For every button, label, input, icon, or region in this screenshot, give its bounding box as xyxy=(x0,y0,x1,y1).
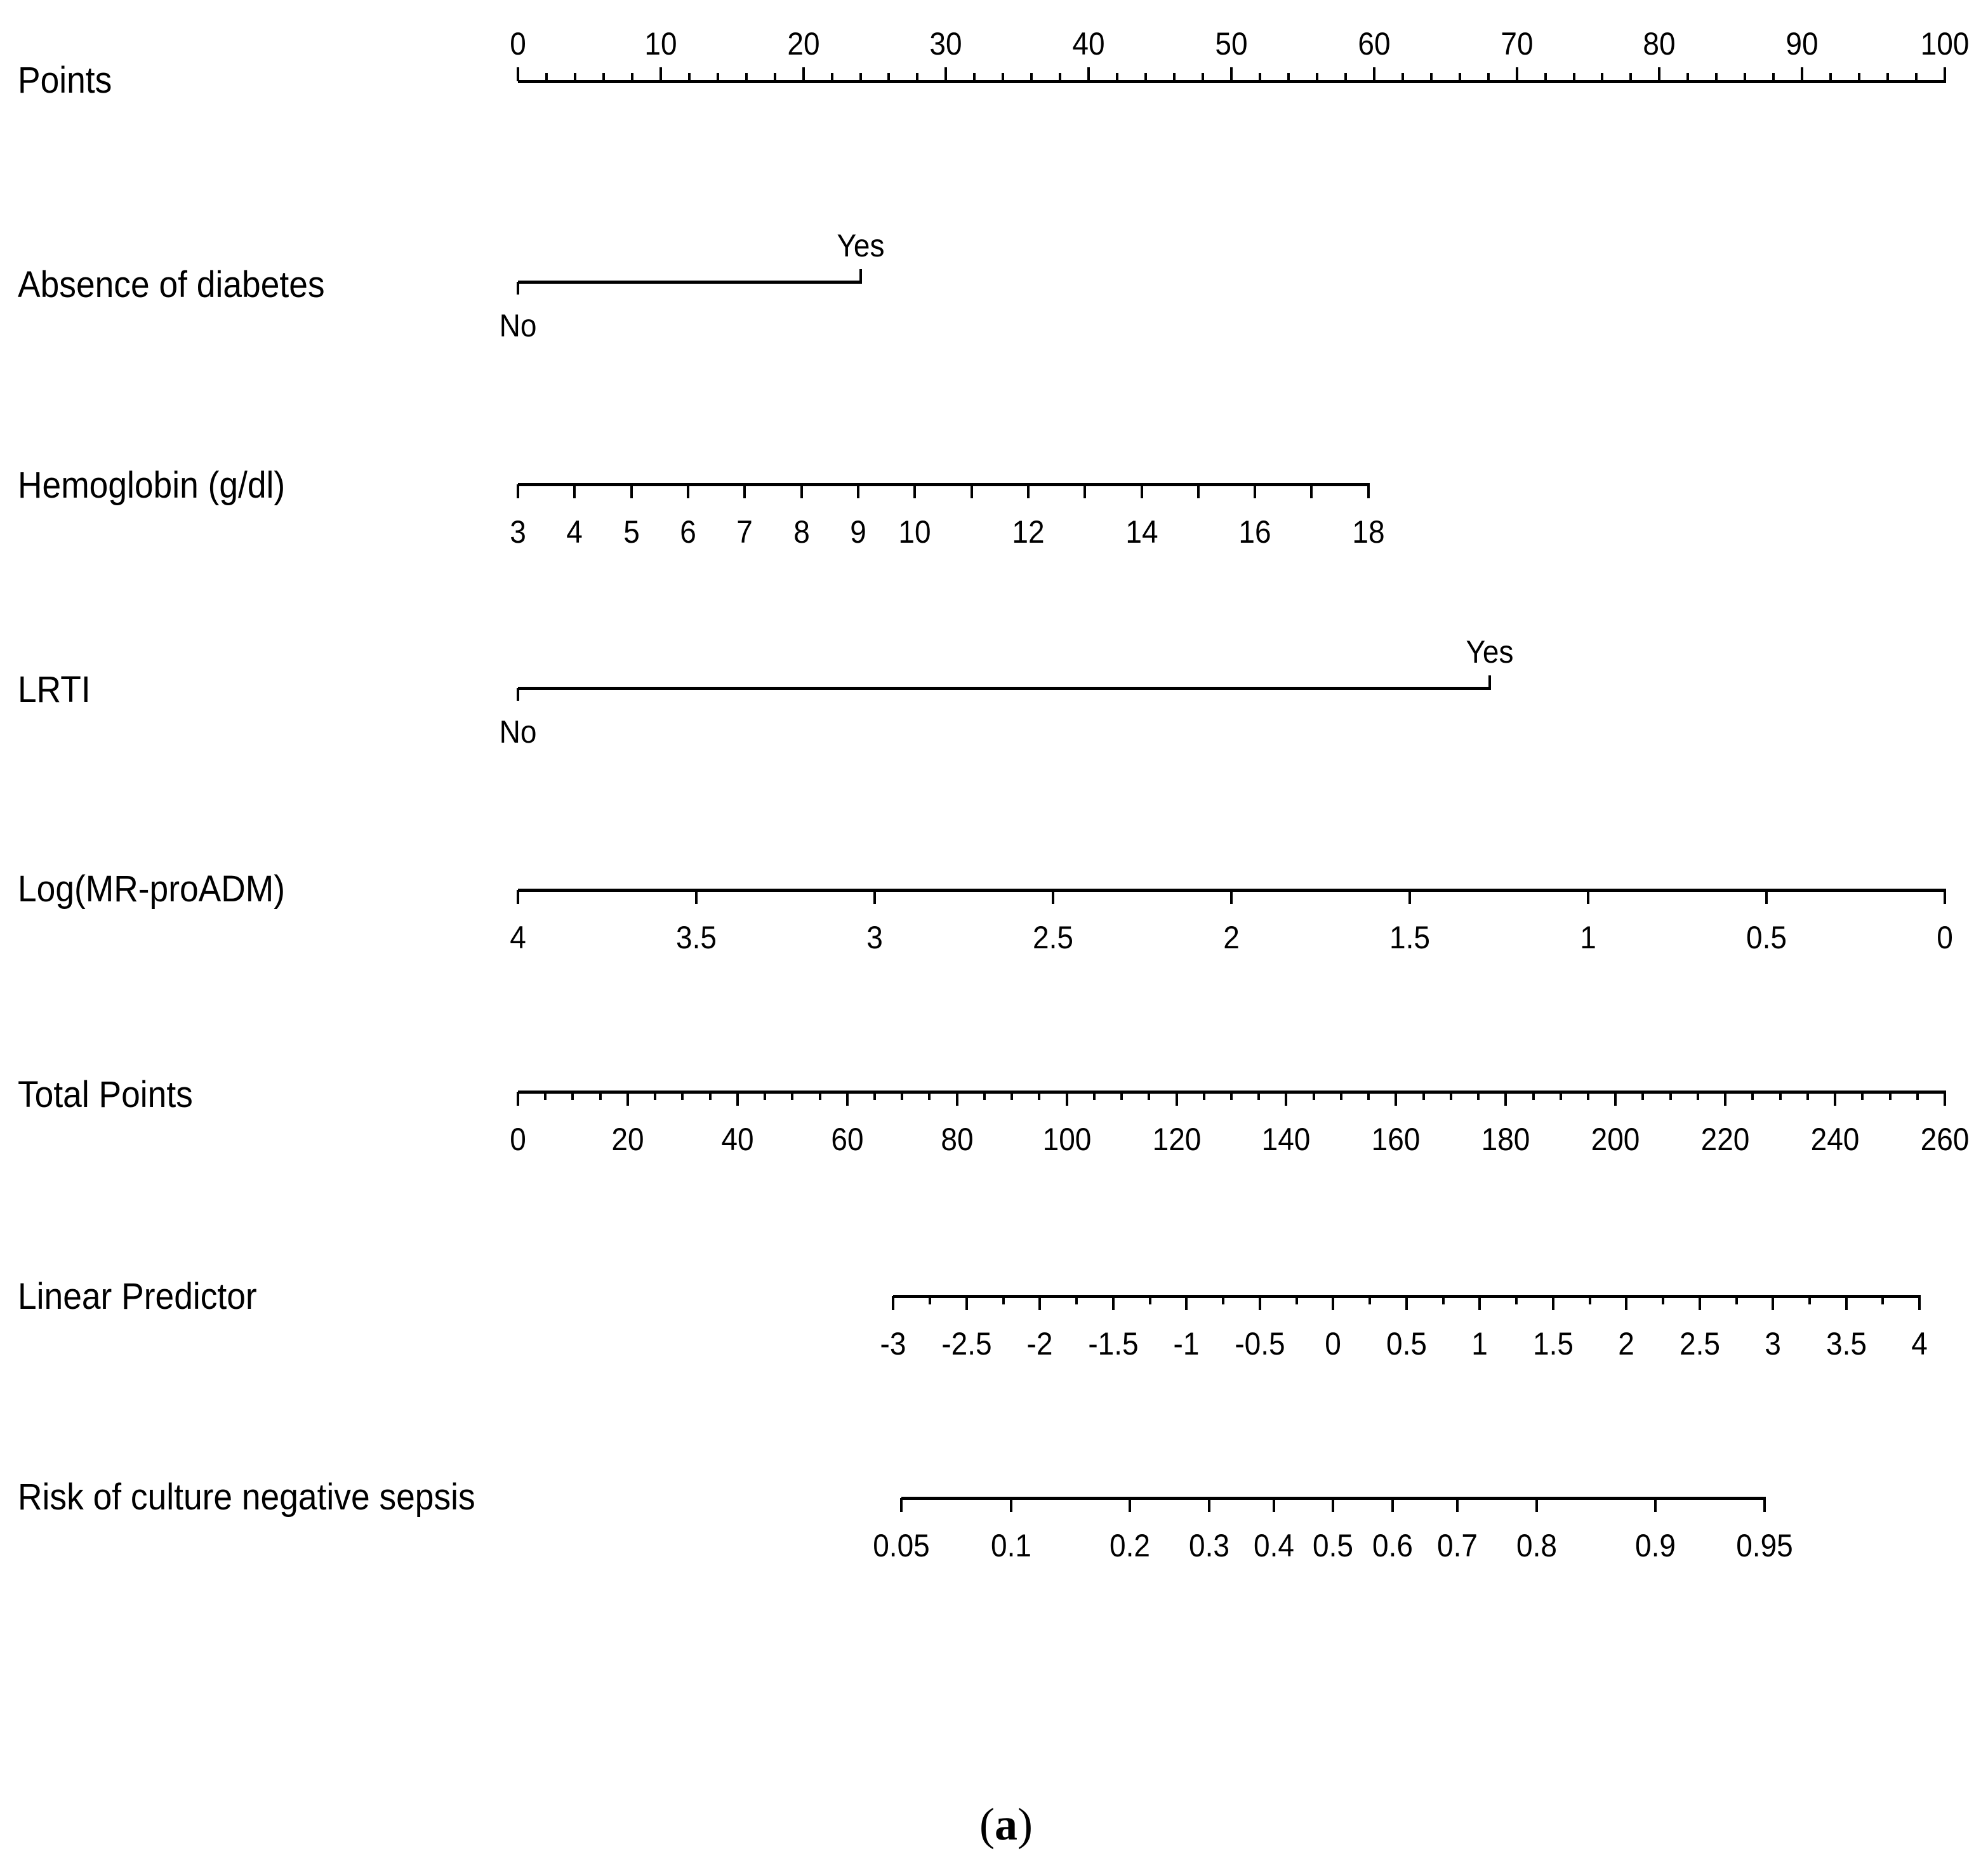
variable-tick-label: 2 xyxy=(1223,920,1240,955)
total-points-minor-tick xyxy=(1751,1092,1754,1100)
linear-predictor-tick-label: 3.5 xyxy=(1826,1326,1867,1362)
variable-tick-label: 3.5 xyxy=(676,920,717,955)
total-points-tick-label: 220 xyxy=(1700,1122,1750,1157)
variable-tick xyxy=(1027,484,1030,498)
points-minor-tick xyxy=(1915,73,1918,81)
total-points-tick-label: 60 xyxy=(831,1122,864,1157)
row-label-lrti: LRTI xyxy=(18,669,91,710)
risk-tick xyxy=(1332,1498,1334,1512)
total-points-tick-label: 120 xyxy=(1152,1122,1201,1157)
total-points-major-tick xyxy=(1614,1092,1617,1106)
points-minor-tick xyxy=(1858,73,1860,81)
points-minor-tick xyxy=(1144,73,1147,81)
points-major-tick xyxy=(517,67,519,81)
row-label-log-mr-proadm: Log(MR-proADM) xyxy=(18,868,286,910)
total-points-major-tick xyxy=(1834,1092,1836,1106)
total-points-major-tick xyxy=(1176,1092,1178,1106)
variable-tick xyxy=(913,484,916,498)
points-major-tick xyxy=(802,67,805,81)
total-points-major-tick xyxy=(736,1092,739,1106)
linear-predictor-minor-tick xyxy=(1881,1296,1884,1304)
linear-predictor-major-tick xyxy=(1772,1296,1774,1310)
variable-tick-label: 4 xyxy=(566,514,583,550)
points-minor-tick xyxy=(774,73,776,81)
total-points-minor-tick xyxy=(1477,1092,1480,1100)
linear-predictor-tick-label: 0 xyxy=(1325,1326,1342,1362)
linear-predictor-minor-tick xyxy=(1735,1296,1738,1304)
total-points-minor-tick xyxy=(1916,1092,1919,1100)
total-points-major-tick xyxy=(1066,1092,1068,1106)
total-points-major-tick xyxy=(1944,1092,1946,1106)
variable-tick xyxy=(687,484,689,498)
total-points-minor-tick xyxy=(1093,1092,1096,1100)
total-points-tick-label: 20 xyxy=(611,1122,644,1157)
points-minor-tick xyxy=(1715,73,1718,81)
points-minor-tick xyxy=(1744,73,1746,81)
linear-predictor-tick-label: 1 xyxy=(1471,1326,1488,1362)
points-minor-tick xyxy=(1573,73,1575,81)
risk-tick-label: 0.95 xyxy=(1736,1528,1794,1563)
category-tick xyxy=(517,282,519,295)
total-points-tick-label: 0 xyxy=(510,1122,526,1157)
total-points-minor-tick xyxy=(1532,1092,1535,1100)
total-points-major-tick xyxy=(956,1092,958,1106)
points-minor-tick xyxy=(1344,73,1347,81)
linear-predictor-major-tick xyxy=(1405,1296,1408,1310)
risk-tick-label: 0.9 xyxy=(1634,1528,1676,1563)
total-points-major-tick xyxy=(846,1092,849,1106)
variable-tick xyxy=(873,890,876,904)
variable-tick-label: 14 xyxy=(1125,514,1158,550)
linear-predictor-tick-label: 0.5 xyxy=(1386,1326,1427,1362)
risk-tick-label: 0.1 xyxy=(990,1528,1031,1563)
variable-tick-label: 1.5 xyxy=(1389,920,1430,955)
points-major-tick xyxy=(1801,67,1803,81)
points-minor-tick xyxy=(887,73,890,81)
total-points-minor-tick xyxy=(1422,1092,1425,1100)
total-points-minor-tick xyxy=(654,1092,656,1100)
linear-predictor-major-tick xyxy=(965,1296,968,1310)
points-tick-label: 100 xyxy=(1920,26,1970,62)
row-label-total-points: Total Points xyxy=(18,1074,193,1115)
total-points-tick-label: 140 xyxy=(1262,1122,1311,1157)
variable-tick-label: 0 xyxy=(1937,920,1953,955)
variable-tick xyxy=(1765,890,1768,904)
linear-predictor-tick-label: 2.5 xyxy=(1679,1326,1720,1362)
risk-tick xyxy=(1535,1498,1538,1512)
variable-tick-label: 18 xyxy=(1352,514,1385,550)
linear-predictor-major-tick xyxy=(1038,1296,1041,1310)
variable-tick xyxy=(1367,484,1370,498)
variable-tick xyxy=(695,890,698,904)
total-points-minor-tick xyxy=(1450,1092,1452,1100)
variable-tick xyxy=(1230,890,1233,904)
category-label-yes: Yes xyxy=(836,228,885,263)
linear-predictor-major-tick xyxy=(1478,1296,1481,1310)
category-tick xyxy=(517,688,519,701)
linear-predictor-minor-tick xyxy=(1442,1296,1445,1304)
points-minor-tick xyxy=(602,73,605,81)
total-points-minor-tick xyxy=(709,1092,712,1100)
row-label-linear-predictor: Linear Predictor xyxy=(18,1276,257,1317)
risk-tick xyxy=(1129,1498,1131,1512)
linear-predictor-tick-label: -3 xyxy=(880,1326,906,1362)
total-points-minor-tick xyxy=(983,1092,986,1100)
variable-tick xyxy=(971,484,973,498)
total-points-tick-label: 180 xyxy=(1481,1122,1530,1157)
points-tick-label: 90 xyxy=(1786,26,1819,62)
points-minor-tick xyxy=(1202,73,1204,81)
points-minor-tick xyxy=(1629,73,1632,81)
linear-predictor-tick-label: -1 xyxy=(1173,1326,1200,1362)
variable-tick-label: 4 xyxy=(510,920,526,955)
category-label-no: No xyxy=(499,308,537,343)
points-minor-tick xyxy=(1430,73,1433,81)
risk-tick-label: 0.6 xyxy=(1372,1528,1413,1563)
linear-predictor-major-tick xyxy=(1699,1296,1701,1310)
total-points-minor-tick xyxy=(1120,1092,1123,1100)
points-minor-tick xyxy=(1059,73,1061,81)
variable-tick-label: 12 xyxy=(1012,514,1045,550)
variable-tick xyxy=(1254,484,1256,498)
points-minor-tick xyxy=(859,73,862,81)
linear-predictor-minor-tick xyxy=(1808,1296,1811,1304)
points-minor-tick xyxy=(1402,73,1404,81)
total-points-minor-tick xyxy=(1861,1092,1864,1100)
total-points-minor-tick xyxy=(928,1092,931,1100)
linear-predictor-minor-tick xyxy=(1222,1296,1224,1304)
points-tick-label: 30 xyxy=(929,26,962,62)
category-tick xyxy=(1488,675,1491,688)
risk-tick xyxy=(1010,1498,1012,1512)
total-points-minor-tick xyxy=(1230,1092,1233,1100)
linear-predictor-tick-label: 4 xyxy=(1911,1326,1928,1362)
linear-predictor-minor-tick xyxy=(1075,1296,1078,1304)
variable-tick xyxy=(630,484,633,498)
points-minor-tick xyxy=(1544,73,1547,81)
points-tick-label: 0 xyxy=(510,26,526,62)
total-points-minor-tick xyxy=(1313,1092,1315,1100)
points-minor-tick xyxy=(1487,73,1490,81)
total-points-minor-tick xyxy=(873,1092,876,1100)
linear-predictor-major-tick xyxy=(1552,1296,1554,1310)
total-points-minor-tick xyxy=(1038,1092,1040,1100)
points-minor-tick xyxy=(1116,73,1118,81)
risk-tick-label: 0.8 xyxy=(1516,1528,1557,1563)
points-major-tick xyxy=(1658,67,1660,81)
total-points-tick-label: 100 xyxy=(1042,1122,1091,1157)
variable-tick-label: 5 xyxy=(623,514,640,550)
risk-tick xyxy=(1273,1498,1275,1512)
variable-tick xyxy=(1083,484,1086,498)
linear-predictor-tick-label: 2 xyxy=(1618,1326,1635,1362)
total-points-major-tick xyxy=(1724,1092,1726,1106)
linear-predictor-major-tick xyxy=(1625,1296,1627,1310)
total-points-minor-tick xyxy=(901,1092,903,1100)
points-minor-tick xyxy=(1002,73,1004,81)
variable-tick-label: 0.5 xyxy=(1746,920,1787,955)
points-minor-tick xyxy=(973,73,976,81)
risk-tick-label: 0.05 xyxy=(873,1528,930,1563)
total-points-major-tick xyxy=(1504,1092,1507,1106)
total-points-minor-tick xyxy=(681,1092,684,1100)
total-points-minor-tick xyxy=(1011,1092,1013,1100)
points-minor-tick xyxy=(745,73,748,81)
total-points-minor-tick xyxy=(544,1092,547,1100)
linear-predictor-minor-tick xyxy=(1515,1296,1518,1304)
linear-predictor-minor-tick xyxy=(929,1296,931,1304)
points-minor-tick xyxy=(1459,73,1461,81)
points-tick-label: 20 xyxy=(787,26,820,62)
points-minor-tick xyxy=(688,73,691,81)
linear-predictor-minor-tick xyxy=(1002,1296,1005,1304)
risk-tick xyxy=(900,1498,903,1512)
linear-predictor-major-tick xyxy=(1112,1296,1115,1310)
variable-tick-label: 3 xyxy=(866,920,883,955)
points-major-tick xyxy=(1230,67,1233,81)
variable-tick xyxy=(1587,890,1589,904)
linear-predictor-minor-tick xyxy=(1662,1296,1664,1304)
total-points-minor-tick xyxy=(1889,1092,1892,1100)
variable-tick-label: 10 xyxy=(898,514,931,550)
points-minor-tick xyxy=(1886,73,1889,81)
points-minor-tick xyxy=(916,73,918,81)
variable-tick xyxy=(743,484,746,498)
variable-tick xyxy=(573,484,576,498)
points-minor-tick xyxy=(1686,73,1689,81)
points-minor-tick xyxy=(1829,73,1832,81)
points-minor-tick xyxy=(1772,73,1775,81)
total-points-minor-tick xyxy=(791,1092,793,1100)
row-label-points: Points xyxy=(18,60,112,101)
points-major-tick xyxy=(1087,67,1090,81)
total-points-minor-tick xyxy=(1367,1092,1370,1100)
variable-tick xyxy=(517,484,519,498)
total-points-minor-tick xyxy=(1697,1092,1699,1100)
total-points-major-tick xyxy=(1395,1092,1397,1106)
category-tick xyxy=(859,269,862,282)
variable-tick xyxy=(800,484,803,498)
points-major-tick xyxy=(1944,67,1946,81)
risk-tick-label: 0.2 xyxy=(1110,1528,1151,1563)
linear-predictor-tick-label: -0.5 xyxy=(1235,1326,1285,1362)
total-points-tick-label: 160 xyxy=(1371,1122,1421,1157)
linear-predictor-minor-tick xyxy=(1589,1296,1591,1304)
points-major-tick xyxy=(1516,67,1518,81)
total-points-major-tick xyxy=(1285,1092,1287,1106)
total-points-minor-tick xyxy=(1340,1092,1342,1100)
total-points-minor-tick xyxy=(1587,1092,1589,1100)
variable-tick xyxy=(1052,890,1054,904)
variable-tick-label: 1 xyxy=(1580,920,1596,955)
variable-tick-label: 9 xyxy=(850,514,866,550)
total-points-tick-label: 200 xyxy=(1591,1122,1640,1157)
risk-tick-label: 0.7 xyxy=(1437,1528,1478,1563)
variable-tick xyxy=(517,890,519,904)
points-tick-label: 60 xyxy=(1358,26,1391,62)
row-label-absence-of-diabetes: Absence of diabetes xyxy=(18,264,325,305)
total-points-minor-tick xyxy=(1779,1092,1782,1100)
points-tick-label: 50 xyxy=(1215,26,1248,62)
points-major-tick xyxy=(944,67,947,81)
total-points-minor-tick xyxy=(764,1092,766,1100)
points-minor-tick xyxy=(717,73,719,81)
variable-tick-label: 8 xyxy=(793,514,810,550)
linear-predictor-tick-label: -1.5 xyxy=(1088,1326,1139,1362)
variable-tick xyxy=(1197,484,1200,498)
variable-tick xyxy=(1310,484,1313,498)
variable-tick xyxy=(1944,890,1946,904)
total-points-minor-tick xyxy=(1148,1092,1150,1100)
points-minor-tick xyxy=(1030,73,1033,81)
risk-tick xyxy=(1208,1498,1210,1512)
linear-predictor-major-tick xyxy=(1332,1296,1334,1310)
points-minor-tick xyxy=(1316,73,1318,81)
risk-tick-label: 0.5 xyxy=(1313,1528,1354,1563)
total-points-tick-label: 260 xyxy=(1920,1122,1970,1157)
figure-caption: (a) xyxy=(979,1799,1033,1850)
category-label-no: No xyxy=(499,714,537,750)
linear-predictor-major-tick xyxy=(1185,1296,1188,1310)
total-points-minor-tick xyxy=(1257,1092,1260,1100)
row-label-risk-of-culture-negative-sepsis: Risk of culture negative sepsis xyxy=(18,1476,475,1518)
total-points-tick-label: 240 xyxy=(1810,1122,1860,1157)
points-minor-tick xyxy=(574,73,576,81)
variable-tick xyxy=(1408,890,1411,904)
total-points-tick-label: 40 xyxy=(721,1122,754,1157)
linear-predictor-tick-label: 1.5 xyxy=(1532,1326,1574,1362)
risk-tick xyxy=(1654,1498,1657,1512)
total-points-tick-label: 80 xyxy=(941,1122,974,1157)
linear-predictor-major-tick xyxy=(1259,1296,1261,1310)
points-minor-tick xyxy=(831,73,833,81)
category-axis-line xyxy=(518,687,1491,690)
points-tick-label: 10 xyxy=(644,26,677,62)
risk-tick xyxy=(1391,1498,1394,1512)
risk-tick xyxy=(1456,1498,1459,1512)
points-tick-label: 80 xyxy=(1643,26,1676,62)
risk-tick xyxy=(1763,1498,1766,1512)
points-tick-label: 40 xyxy=(1072,26,1105,62)
linear-predictor-minor-tick xyxy=(1149,1296,1151,1304)
points-major-tick xyxy=(659,67,662,81)
points-minor-tick xyxy=(1601,73,1603,81)
total-points-minor-tick xyxy=(571,1092,574,1100)
linear-predictor-minor-tick xyxy=(1368,1296,1371,1304)
linear-predictor-tick-label: -2 xyxy=(1026,1326,1053,1362)
variable-tick-label: 7 xyxy=(736,514,753,550)
row-label-hemoglobin-g-dl: Hemoglobin (g/dl) xyxy=(18,465,286,506)
total-points-major-tick xyxy=(517,1092,519,1106)
figure-caption-letter: a xyxy=(995,1799,1017,1850)
linear-predictor-tick-label: 3 xyxy=(1765,1326,1782,1362)
points-minor-tick xyxy=(1287,73,1290,81)
points-minor-tick xyxy=(1259,73,1261,81)
variable-tick-label: 6 xyxy=(680,514,696,550)
linear-predictor-minor-tick xyxy=(1296,1296,1298,1304)
total-points-major-tick xyxy=(626,1092,629,1106)
total-points-minor-tick xyxy=(1806,1092,1809,1100)
variable-axis-line xyxy=(518,483,1370,486)
linear-predictor-major-tick xyxy=(892,1296,894,1310)
points-minor-tick xyxy=(545,73,548,81)
category-axis-line xyxy=(518,281,862,284)
variable-tick-label: 16 xyxy=(1238,514,1271,550)
total-points-minor-tick xyxy=(1560,1092,1562,1100)
total-points-minor-tick xyxy=(819,1092,821,1100)
total-points-minor-tick xyxy=(599,1092,602,1100)
linear-predictor-tick-label: -2.5 xyxy=(941,1326,992,1362)
risk-tick-label: 0.3 xyxy=(1188,1528,1229,1563)
category-label-yes: Yes xyxy=(1466,634,1514,670)
variable-tick xyxy=(1141,484,1143,498)
linear-predictor-major-tick xyxy=(1845,1296,1848,1310)
variable-tick xyxy=(857,484,859,498)
total-points-minor-tick xyxy=(1669,1092,1672,1100)
points-major-tick xyxy=(1373,67,1375,81)
total-points-minor-tick xyxy=(1641,1092,1644,1100)
points-minor-tick xyxy=(1173,73,1176,81)
points-tick-label: 70 xyxy=(1501,26,1534,62)
variable-tick-label: 2.5 xyxy=(1033,920,1073,955)
variable-tick-label: 3 xyxy=(510,514,526,550)
total-points-minor-tick xyxy=(1203,1092,1205,1100)
linear-predictor-major-tick xyxy=(1918,1296,1921,1310)
points-minor-tick xyxy=(631,73,633,81)
risk-tick-label: 0.4 xyxy=(1253,1528,1294,1563)
